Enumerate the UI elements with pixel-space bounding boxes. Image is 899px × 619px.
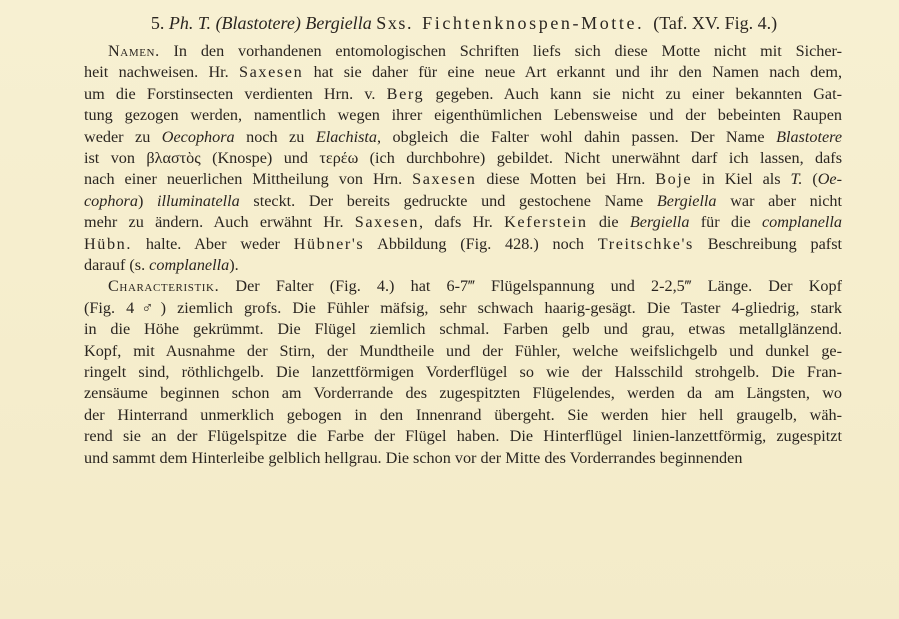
plate-reference: (Taf. XV. Fig. 4.) [653,13,778,33]
italic-term: complanella [149,256,230,274]
text-run: in die Höhe gekrümmt. Die Flügel ziemlich schmal. Farben gelb und grau, etwas metallglänzend. [84,320,842,339]
text-line [84,169,842,190]
text-line [84,319,842,340]
paragraph-label: Characteristik. [108,277,220,296]
text-run: der Hinterrand unmerklich gebogen in den Innenrand übergeht. Sie werden hier hell graugelb, wäh- [84,405,842,424]
text-run: ringelt sind, röthlichgelb. Die lanzettförmigen Vorderflügel so wie der Halsschild strohgelb. Die Fran- [84,363,842,381]
text-run: die [587,213,630,232]
text-run: , dafs Hr. [419,213,505,232]
text-line [84,341,842,362]
species-name: Bergiella [305,13,372,33]
text-line [84,448,842,469]
text-line [84,276,842,297]
text-run: halte. Aber weder [132,234,294,253]
text-run: ) [137,191,158,210]
italic-term: T. [790,170,803,189]
genus-abbreviation: Ph. T. [168,13,212,33]
subgenus-name: (Blastotere) [215,13,301,33]
spaced-name: Saxesen [412,170,477,189]
text-line [84,84,842,105]
text-line [84,426,842,447]
text-run: hat sie daher für eine neue Art erkannt und ihr den Namen nach dem, [303,63,843,82]
spaced-name: Hübn. [84,234,133,253]
text-run: ). [229,256,239,274]
text-run: ( [802,170,818,189]
text-run: in Kiel als [692,170,791,189]
text-run: für die [689,213,762,232]
text-line [84,191,842,212]
text-run: Abbildung (Fig. 428.) noch [364,234,598,253]
text-line [84,234,842,255]
text-run: gegeben. Auch kann sie nicht zu einer bekannten Gat- [424,84,843,103]
text-line [84,298,842,319]
text-run: darauf (s. [84,256,150,274]
text-run: diese Motten bei Hrn. [476,170,656,189]
paragraph-label: Namen. [108,42,160,60]
text-line [84,362,842,383]
text-line [84,105,842,126]
text-line [84,383,842,404]
text-run: Beschreibung pafst [693,234,842,253]
text-run: nach einer neuerlichen Mittheilung von Hrn. [84,170,413,189]
text-line [84,62,842,83]
text-run: tung gezogen werden, namentlich wegen ihrer eigenthümlichen Lebensweise und der bebeinten Raupen [84,106,842,125]
italic-term: Blastotere [776,127,843,146]
text-run: heit nachweisen. Hr. [84,63,240,82]
text-run: zensäume beginnen schon am Vorderrande des zugespitzten Flügelendes, werden da am Längsten, wo [84,384,842,403]
text-line [84,255,842,276]
spaced-name: Treitschke's [597,234,694,253]
section-heading [84,8,844,38]
spaced-name: Saxesen [239,63,304,82]
text-run: Kopf, mit Ausnahme der Stirn, der Mundtheile und der Fühler, welche weifslichgelb und dunkel ge- [84,341,842,360]
spaced-name: Hübner's [293,234,365,253]
text-run: mehr zu ändern. Auch erwähnt Hr. [84,213,355,232]
text-line [84,148,842,169]
spaced-name: Keferstein [504,213,588,232]
italic-term: Bergiella [656,191,717,210]
text-run: noch zu [234,127,316,146]
text-run: steckt. Der bereits gedruckte und gestochene Name [239,191,657,210]
text-line [84,212,842,233]
italic-term: cophora [84,191,138,210]
text-run: um die Forstinsecten verdienten Hrn. v. [84,84,387,103]
text-run: In den vorhandenen entomologischen Schriften liefs sich diese Motte nicht mit Sicher- [159,42,842,60]
italic-term: Oecophora [161,127,235,146]
text-run: war aber nicht [716,191,842,210]
text-run: (Fig. 4♂) ziemlich grofs. Die Fühler mäfsig, sehr schwach haarig-gesägt. Die Taster 4-gliedrig, stark [84,298,842,317]
common-name: Fichtenknospen-Motte. [422,13,645,33]
text-run: rend sie an der Flügelspitze die Farbe der Flügel haben. Die Hinterflügel linien-lanzettförmig, zugespitzt [84,427,842,446]
section-number: 5. [150,13,165,33]
spaced-name: Berg [386,84,425,103]
text-line [84,127,842,148]
spaced-name: Boje [655,170,693,189]
italic-term: complanella [761,213,843,232]
text-run: ist von βλαστὸς (Knospe) und τερέω (ich durchbohre) gebildet. Nicht unerwähnt darf ich lassen, dafs [84,149,842,167]
text-line [84,41,842,62]
text-line [84,405,842,426]
spaced-name: Saxesen [354,213,420,232]
text-run: , obgleich die Falter wohl dahin passen. Der Name [376,127,777,146]
text-run: weder zu [84,127,162,146]
italic-term: Elachista [315,127,377,146]
italic-term: Bergiella [629,213,690,232]
species-author: Sxs. [376,13,414,33]
italic-term: Oe- [817,170,842,189]
italic-term: illuminatella [157,191,240,210]
text-run: Der Falter (Fig. 4.) hat 6-7‴ Flügelspannung und 2-2,5‴ Länge. Der Kopf [219,277,842,296]
text-run: und sammt dem Hinterleibe gelblich hellgrau. Die schon vor der Mitte des Vorderrandes beginnenden [84,448,743,467]
